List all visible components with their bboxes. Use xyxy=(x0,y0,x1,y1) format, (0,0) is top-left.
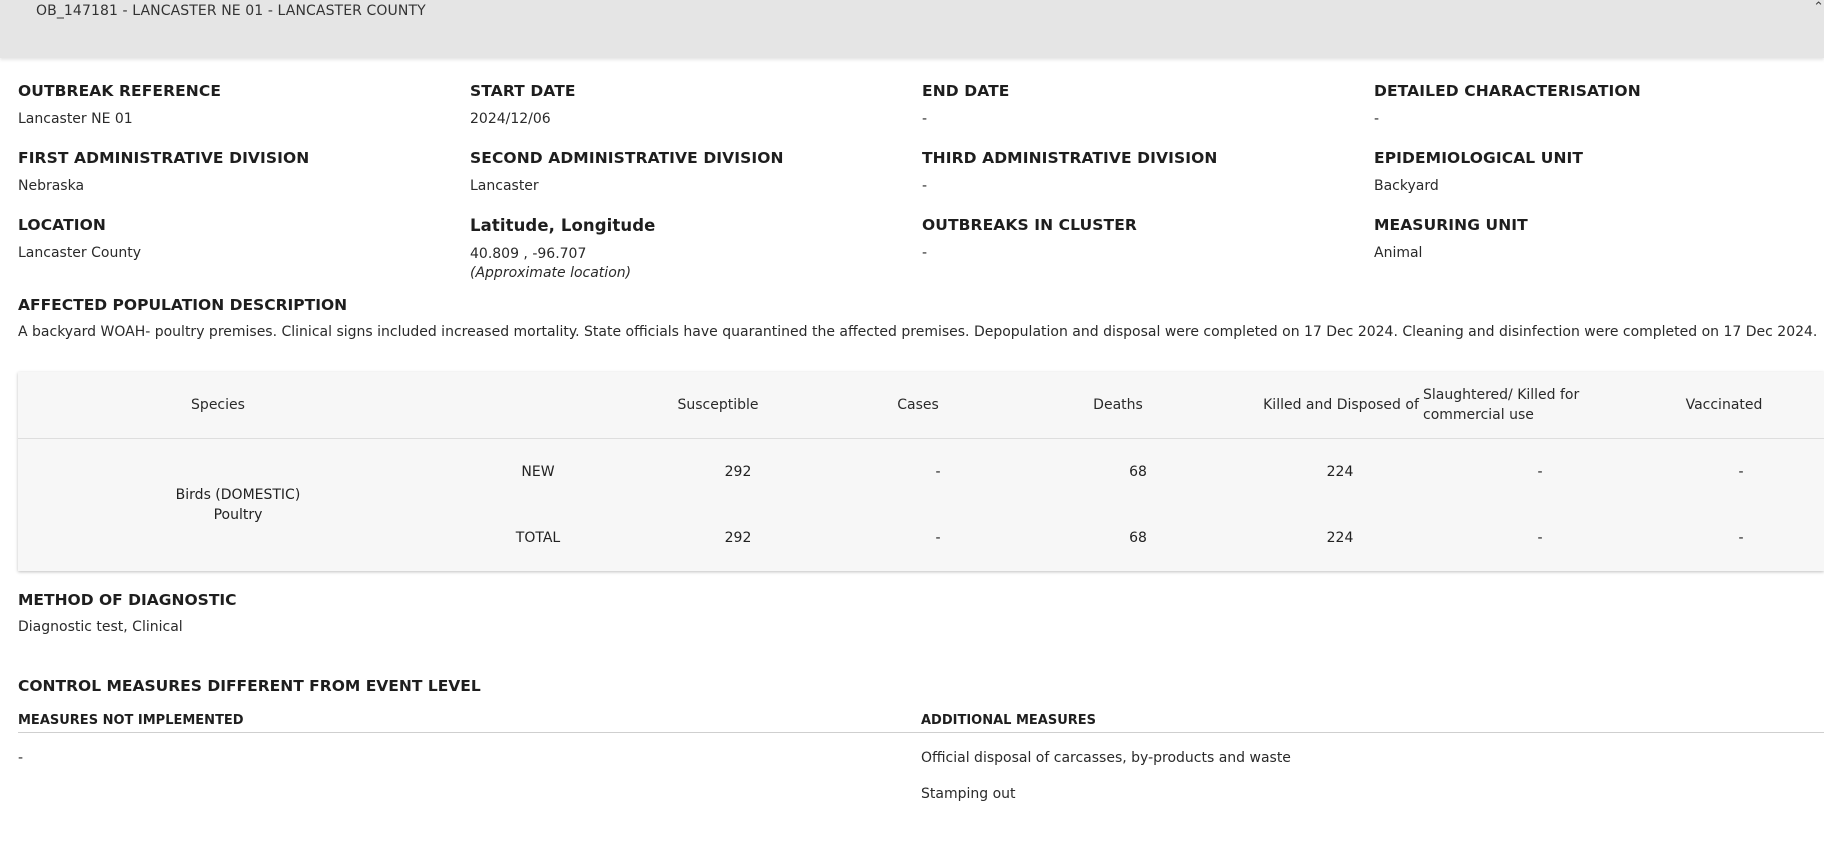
field-value: Animal xyxy=(1374,245,1423,261)
field-value: Lancaster NE 01 xyxy=(18,111,133,127)
field-value: - xyxy=(922,178,928,194)
field-value: Lancaster xyxy=(470,178,539,194)
measuring-unit-field xyxy=(1374,216,1824,296)
field-value: - xyxy=(922,111,928,127)
field-label: MEASURING UNIT xyxy=(1374,216,1528,234)
additional-measure-item: Stamping out xyxy=(921,786,1016,802)
field-label: OUTBREAK REFERENCE xyxy=(18,82,222,100)
method-of-diagnostic-value: Diagnostic test, Clinical xyxy=(18,619,183,635)
affected-population-text: A backyard WOAH- poultry premises. Clinical signs included increased mortality. State officials have quarantined the affected premises. Depopulation and disposal were completed on 17 Dec 2024. Cleaning and disinfection were completed on 17 Dec 2024. xyxy=(18,324,1818,340)
measures-not-implemented-value: - xyxy=(18,750,24,766)
killed-value: 224 xyxy=(1326,464,1354,480)
measures-divider xyxy=(18,732,1824,733)
header-cases: Cases xyxy=(897,397,939,413)
cases-value: - xyxy=(935,530,941,546)
slaughtered-value: - xyxy=(1537,464,1543,480)
vaccinated-value: - xyxy=(1738,530,1744,546)
header-killed-disposed: Killed and Disposed of xyxy=(1263,397,1419,413)
detailed-characterisation-field xyxy=(1374,82,1824,149)
field-label: EPIDEMIOLOGICAL UNIT xyxy=(1374,149,1584,167)
field-label: OUTBREAKS IN CLUSTER xyxy=(922,216,1137,234)
field-label: DETAILED CHARACTERISATION xyxy=(1374,82,1641,100)
deaths-value: 68 xyxy=(1129,530,1147,546)
susceptible-value: 292 xyxy=(724,530,752,546)
susceptible-value: 292 xyxy=(724,464,752,480)
vaccinated-value: - xyxy=(1738,464,1744,480)
species-name: Birds (DOMESTIC) xyxy=(175,487,301,503)
field-value: - xyxy=(922,245,928,261)
field-label: END DATE xyxy=(922,82,1010,100)
field-value: Lancaster County xyxy=(18,245,141,261)
additional-measures-label: ADDITIONAL MEASURES xyxy=(921,713,1097,728)
header-slaughtered: Slaughtered/ Killed for commercial use xyxy=(1423,387,1580,423)
epidemiological-unit-field xyxy=(1374,149,1824,216)
slaughtered-value: - xyxy=(1537,530,1543,546)
table-header xyxy=(18,372,1824,439)
outbreak-title: OB_147181 - LANCASTER NE 01 - LANCASTER COUNTY xyxy=(36,3,426,19)
second-admin-division-field xyxy=(470,149,922,216)
cases-value: - xyxy=(935,464,941,480)
outbreak-reference-field xyxy=(18,82,470,149)
field-value: Backyard xyxy=(1374,178,1439,194)
field-value: - xyxy=(1374,111,1380,127)
control-measures-label: CONTROL MEASURES DIFFERENT FROM EVENT LEVEL xyxy=(18,677,481,695)
field-label: THIRD ADMINISTRATIVE DIVISION xyxy=(922,149,1218,167)
third-admin-division-field xyxy=(922,149,1374,216)
additional-measure-item: Official disposal of carcasses, by-products and waste xyxy=(921,750,1291,766)
row-type: NEW xyxy=(521,464,555,480)
measures-not-implemented-label: MEASURES NOT IMPLEMENTED xyxy=(18,713,244,728)
species-category: Poultry xyxy=(213,507,263,523)
field-label: FIRST ADMINISTRATIVE DIVISION xyxy=(18,149,310,167)
method-of-diagnostic-label: METHOD OF DIAGNOSTIC xyxy=(18,591,237,609)
approximate-location-note: (Approximate location) xyxy=(470,265,632,281)
population-table xyxy=(18,372,1824,571)
field-label: LOCATION xyxy=(18,216,106,234)
field-label: SECOND ADMINISTRATIVE DIVISION xyxy=(470,149,784,167)
outbreak-details-grid xyxy=(18,82,1824,296)
first-admin-division-field xyxy=(18,149,470,216)
killed-value: 224 xyxy=(1326,530,1354,546)
outbreak-header[interactable] xyxy=(0,0,1824,58)
row-type: TOTAL xyxy=(515,530,561,546)
field-label: Latitude, Longitude xyxy=(470,216,656,235)
outbreaks-in-cluster-field xyxy=(922,216,1374,296)
lat-lon-field xyxy=(470,216,922,296)
header-vaccinated: Vaccinated xyxy=(1685,397,1763,413)
affected-population-label: AFFECTED POPULATION DESCRIPTION xyxy=(18,296,348,314)
location-field xyxy=(18,216,470,296)
chevron-up-icon[interactable]: ⌃ xyxy=(1813,0,1824,15)
header-deaths: Deaths xyxy=(1093,397,1143,413)
field-value: 40.809 , -96.707 xyxy=(470,246,587,262)
end-date-field xyxy=(922,82,1374,149)
start-date-field xyxy=(470,82,922,149)
field-value: 2024/12/06 xyxy=(470,111,551,127)
species-cell xyxy=(118,485,358,525)
deaths-value: 68 xyxy=(1129,464,1147,480)
header-susceptible: Susceptible xyxy=(677,397,759,413)
field-value: Nebraska xyxy=(18,178,85,194)
header-species: Species xyxy=(191,397,245,413)
field-label: START DATE xyxy=(470,82,576,100)
